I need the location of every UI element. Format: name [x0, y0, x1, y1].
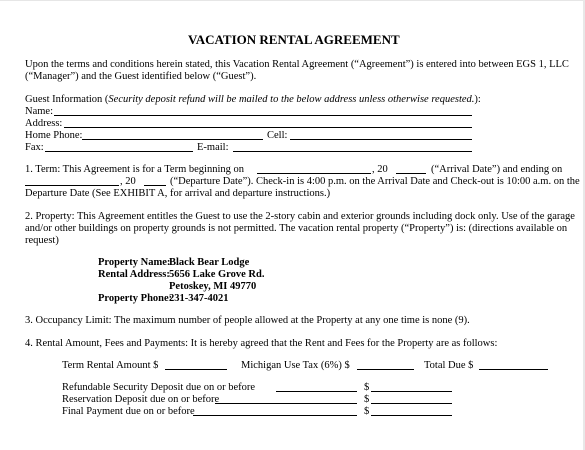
- name-field[interactable]: [54, 115, 472, 116]
- document-title: VACATION RENTAL AGREEMENT: [188, 32, 400, 47]
- final-payment-amount-field[interactable]: [371, 415, 452, 416]
- property-phone-value: 231-347-4021: [169, 293, 229, 304]
- rental-address-label: Rental Address:: [98, 269, 170, 280]
- property-line-1: 2. Property: This Agreement entitles the Guest to use the 2-story cabin and exterior grounds including dock only. Use of the garage: [25, 211, 575, 222]
- property-name-value: Black Bear Lodge: [169, 257, 250, 268]
- reservation-deposit-dollar: $: [364, 394, 370, 405]
- term-line-2a: , 20: [120, 176, 136, 187]
- intro-line-2: (“Manager”) and the Guest identified below (“Guest”).: [25, 71, 257, 82]
- security-deposit-label: Refundable Security Deposit due on or before: [62, 382, 256, 393]
- rental-address-value: 5656 Lake Grove Rd.: [169, 269, 265, 280]
- guest-heading-start: Guest Information (: [25, 94, 109, 105]
- arrival-year-field[interactable]: [396, 173, 426, 174]
- security-deposit-amount-field[interactable]: [371, 391, 452, 392]
- home-phone-label: Home Phone:: [25, 130, 83, 141]
- security-deposit-dollar: $: [364, 382, 370, 393]
- reservation-deposit-label: Reservation Deposit due on or before: [62, 394, 220, 405]
- term-line-3: Departure Date (See EXHIBIT A, for arrival and departure instructions.): [25, 188, 331, 199]
- departure-year-field[interactable]: [144, 185, 166, 186]
- rental-city-value: Petoskey, MI 49770: [169, 281, 257, 292]
- cell-label: Cell:: [267, 130, 288, 141]
- final-payment-label: Final Payment due on or before: [62, 406, 195, 417]
- fax-field[interactable]: [45, 151, 193, 152]
- final-payment-date-field[interactable]: [193, 415, 357, 416]
- term-line-2b: (“Departure Date”). Check-in is 4:00 p.m. on the Arrival Date and Check-out is 10:00 a.m. on the: [170, 176, 580, 187]
- michigan-tax-field[interactable]: [357, 369, 414, 370]
- departure-date-field[interactable]: [25, 185, 119, 186]
- page-top-edge: [0, 0, 585, 1]
- email-label: E-mail:: [197, 142, 229, 153]
- reservation-deposit-amount-field[interactable]: [371, 403, 452, 404]
- fax-label: Fax:: [25, 142, 44, 153]
- michigan-tax-label: Michigan Use Tax (6%) $: [241, 360, 350, 371]
- term-line-1a: 1. Term: This Agreement is for a Term beginning on: [25, 164, 244, 175]
- address-field[interactable]: [64, 127, 472, 128]
- term-rental-field[interactable]: [165, 369, 227, 370]
- security-deposit-date-field[interactable]: [276, 391, 357, 392]
- guest-heading-note: Security deposit refund will be mailed to the below address unless otherwise requested.: [108, 94, 475, 105]
- address-label: Address:: [25, 118, 63, 129]
- total-due-label: Total Due $: [424, 360, 474, 371]
- fees-heading: 4. Rental Amount, Fees and Payments: It is hereby agreed that the Rent and Fees for the Property are as follows:: [25, 338, 498, 349]
- intro-line-1: Upon the terms and conditions herein stated, this Vacation Rental Agreement (“Agreement”) is entered into between EGS 1, LLC: [25, 59, 569, 70]
- guest-info-heading: [25, 94, 481, 106]
- reservation-deposit-date-field[interactable]: [215, 403, 357, 404]
- home-phone-field[interactable]: [82, 139, 263, 140]
- total-due-field[interactable]: [479, 369, 548, 370]
- term-line-1c: (“Arrival Date”) and ending on: [431, 164, 563, 175]
- property-phone-label: Property Phone:: [98, 293, 173, 304]
- final-payment-dollar: $: [364, 406, 370, 417]
- term-rental-label: Term Rental Amount $: [62, 360, 159, 371]
- property-line-3: request): [25, 235, 59, 246]
- property-name-label: Property Name:: [98, 257, 171, 268]
- property-line-2: and/or other buildings on property grounds is not permitted. The vacation rental property (“Property”) is: (directions available on: [25, 223, 568, 234]
- cell-field[interactable]: [290, 139, 472, 140]
- guest-heading-end: ):: [474, 94, 481, 105]
- term-line-1b: , 20: [372, 164, 388, 175]
- occupancy-limit: 3. Occupancy Limit: The maximum number of people allowed at the Property at any one time is none (9).: [25, 315, 470, 326]
- arrival-date-field[interactable]: [257, 173, 371, 174]
- name-label: Name:: [25, 106, 53, 117]
- email-field[interactable]: [233, 151, 472, 152]
